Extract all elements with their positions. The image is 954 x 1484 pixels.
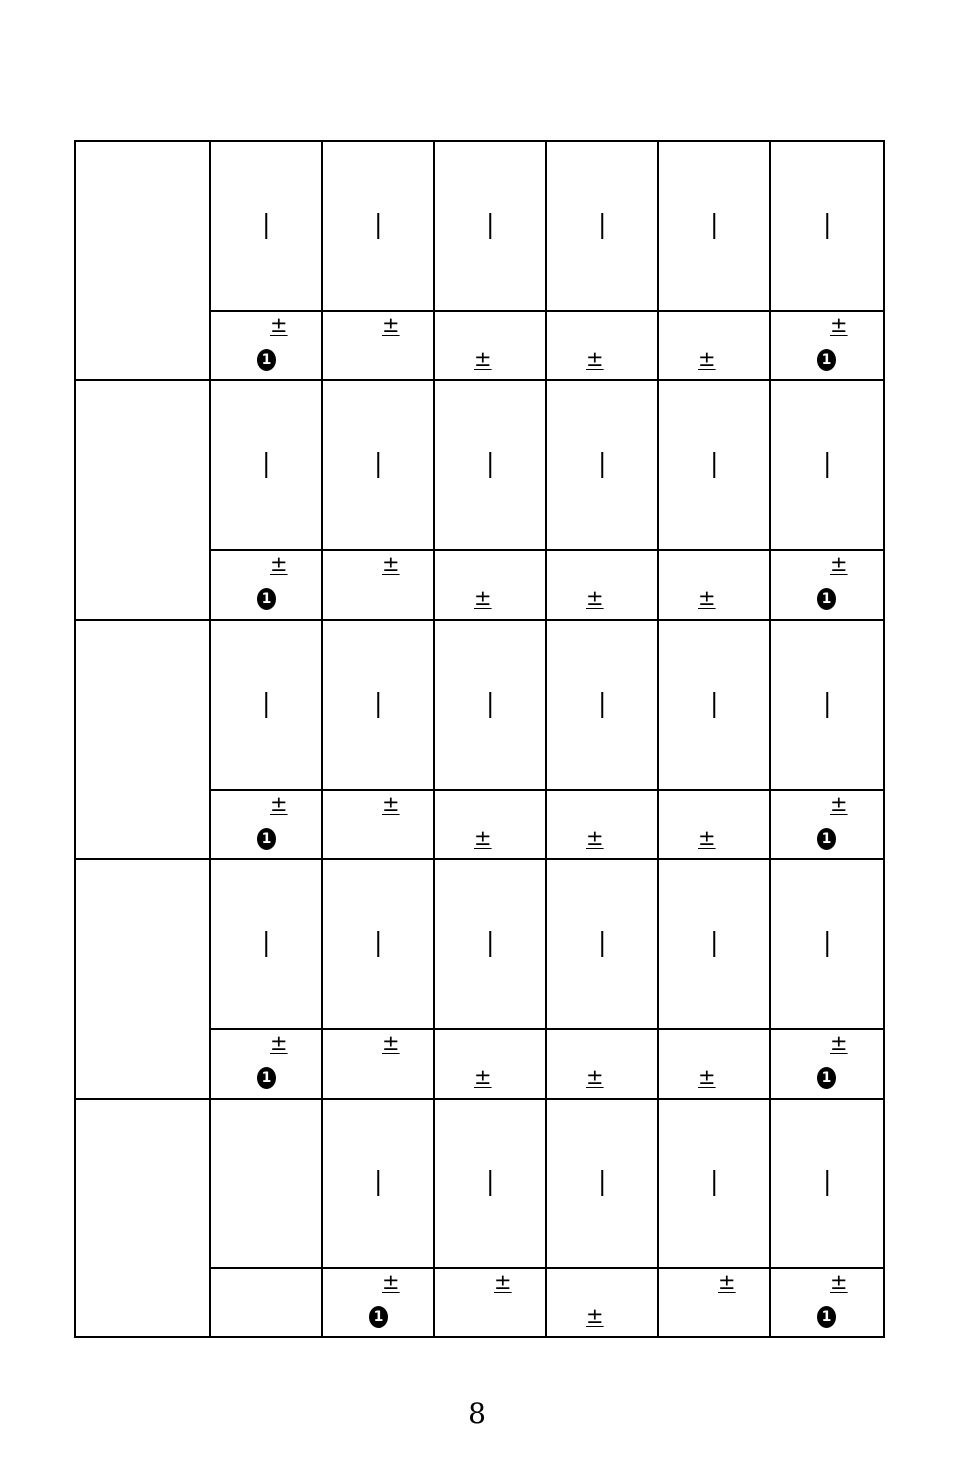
plus-minus-mark-lower: ± [474,586,492,611]
lower-cell [770,550,884,619]
upper-cell [658,620,770,790]
plus-minus-mark-upper: ± [494,1270,512,1295]
upper-cell [210,141,322,311]
plus-minus-mark-upper: ± [270,791,288,816]
plus-minus-mark-lower: ± [698,825,716,850]
lower-cell [770,790,884,859]
upper-cell [546,859,658,1029]
vertical-bar-mark [826,692,828,718]
plus-minus-mark-lower: ± [474,825,492,850]
vertical-bar-mark [713,1170,715,1196]
plus-minus-mark-lower: ± [698,1065,716,1090]
row-label-cell [75,859,210,1098]
vertical-bar-mark [601,1170,603,1196]
upper-cell [770,620,884,790]
lower-cell [434,1268,546,1337]
plus-minus-mark-upper: ± [270,552,288,577]
lower-cell [322,1029,434,1098]
vertical-bar-mark [713,692,715,718]
lower-cell [322,790,434,859]
numbered-circle-marker: 1 [817,1067,836,1089]
upper-cell [434,620,546,790]
vertical-bar-mark [377,1170,379,1196]
lower-cell [658,1029,770,1098]
plus-minus-mark-lower: ± [698,346,716,371]
lower-cell [658,550,770,619]
upper-cell [770,380,884,550]
vertical-bar-mark [489,452,491,478]
vertical-bar-mark [377,931,379,957]
row-label-cell [75,380,210,619]
numbered-circle-marker: 1 [817,1306,836,1328]
row-label-cell [75,620,210,859]
vertical-bar-mark [713,452,715,478]
numbered-circle-marker: 1 [817,588,836,610]
lower-cell [658,1268,770,1337]
lower-cell [770,311,884,380]
lower-cell [434,550,546,619]
upper-cell [546,141,658,311]
row-label-cell [75,1099,210,1338]
vertical-bar-mark [377,213,379,239]
upper-cell [658,141,770,311]
table-row [75,620,884,790]
upper-cell [322,859,434,1029]
vertical-bar-mark [489,1170,491,1196]
vertical-bar-mark [377,692,379,718]
vertical-bar-mark [826,931,828,957]
vertical-bar-mark [489,213,491,239]
table-row [75,380,884,550]
upper-cell [434,859,546,1029]
vertical-bar-mark [265,692,267,718]
vertical-bar-mark [826,213,828,239]
lower-cell [546,790,658,859]
numbered-circle-marker: 1 [257,828,276,850]
lower-cell [658,790,770,859]
plus-minus-mark-upper: ± [270,1031,288,1056]
upper-cell [434,380,546,550]
plus-minus-mark-upper: ± [382,1031,400,1056]
lower-cell [210,1268,322,1337]
upper-cell [770,859,884,1029]
upper-cell [658,380,770,550]
lower-cell [770,1268,884,1337]
plus-minus-mark-upper: ± [270,312,288,337]
upper-cell [210,620,322,790]
plus-minus-mark-upper: ± [382,1270,400,1295]
plus-minus-mark-upper: ± [830,1270,848,1295]
table-row [75,141,884,311]
lower-cell [322,311,434,380]
plus-minus-mark-upper: ± [382,312,400,337]
vertical-bar-mark [265,931,267,957]
table-row [75,859,884,1029]
lower-cell [210,311,322,380]
upper-cell [434,1099,546,1269]
lower-cell [210,790,322,859]
vertical-bar-mark [265,213,267,239]
upper-cell [658,859,770,1029]
lower-cell [546,311,658,380]
numbered-circle-marker: 1 [257,588,276,610]
lower-cell [546,1029,658,1098]
plus-minus-mark-upper: ± [830,552,848,577]
upper-cell [546,380,658,550]
upper-cell [322,380,434,550]
vertical-bar-mark [489,931,491,957]
upper-cell [434,141,546,311]
lower-cell [322,1268,434,1337]
plus-minus-mark-upper: ± [718,1270,736,1295]
vertical-bar-mark [601,452,603,478]
row-label-cell [75,141,210,380]
numbered-circle-marker: 1 [257,1067,276,1089]
page-number: 8 [468,1397,486,1430]
lower-cell [210,1029,322,1098]
upper-cell [546,620,658,790]
upper-cell [658,1099,770,1269]
upper-cell [546,1099,658,1269]
plus-minus-mark-upper: ± [830,1031,848,1056]
upper-cell [770,1099,884,1269]
vertical-bar-mark [826,1170,828,1196]
plus-minus-mark-lower: ± [586,825,604,850]
upper-cell [210,380,322,550]
plus-minus-mark-lower: ± [698,586,716,611]
plus-minus-mark-lower: ± [586,346,604,371]
vertical-bar-mark [713,213,715,239]
plus-minus-mark-lower: ± [586,1065,604,1090]
vertical-bar-mark [601,931,603,957]
vertical-bar-mark [601,213,603,239]
vertical-bar-mark [265,452,267,478]
plus-minus-mark-upper: ± [830,312,848,337]
upper-cell [322,1099,434,1269]
lower-cell [210,550,322,619]
plus-minus-mark-upper: ± [382,791,400,816]
numbered-circle-marker: 1 [817,349,836,371]
numbered-circle-marker: 1 [369,1306,388,1328]
plus-minus-mark-lower: ± [474,1065,492,1090]
vertical-bar-mark [601,692,603,718]
vertical-bar-mark [377,452,379,478]
plus-minus-mark-upper: ± [830,791,848,816]
lower-cell [770,1029,884,1098]
plus-minus-mark-lower: ± [586,586,604,611]
numbered-circle-marker: 1 [257,349,276,371]
vertical-bar-mark [826,452,828,478]
lower-cell [546,550,658,619]
lower-cell [434,790,546,859]
lower-cell [434,311,546,380]
lower-cell [658,311,770,380]
lower-cell [322,550,434,619]
plus-minus-mark-upper: ± [382,552,400,577]
document-table [74,140,885,1338]
upper-cell [210,859,322,1029]
upper-cell [322,620,434,790]
lower-cell [546,1268,658,1337]
vertical-bar-mark [713,931,715,957]
upper-cell [770,141,884,311]
plus-minus-mark-lower: ± [474,346,492,371]
lower-cell [434,1029,546,1098]
plus-minus-mark-lower: ± [586,1304,604,1329]
table-row [75,1099,884,1269]
vertical-bar-mark [489,692,491,718]
upper-cell [210,1099,322,1269]
numbered-circle-marker: 1 [817,828,836,850]
upper-cell [322,141,434,311]
